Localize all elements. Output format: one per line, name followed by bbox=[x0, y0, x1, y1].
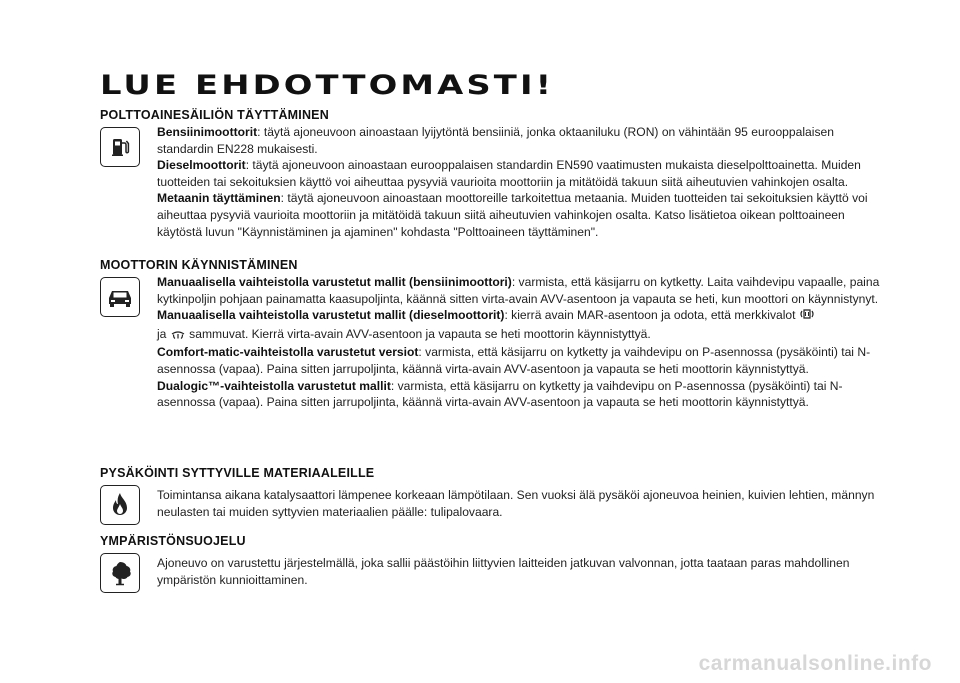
paragraph-manual-diesel bbox=[157, 307, 887, 344]
text-comfort-matic: : varmista, että käsijarru on kytketty ja vaihdevipu on P-asennossa (pysäköinti) tai N-asennossa (vapaa). Paina sitten jarrupoljinta, käännä virta-avain AVV-asentoon ja vapauta se heti moottorin käynnistyttyä. bbox=[157, 345, 871, 376]
section-heading-fuel: POLTTOAINESÄILIÖN TÄYTTÄMINEN bbox=[100, 108, 329, 122]
paragraph-diesel bbox=[157, 157, 887, 190]
text-diesel: : täytä ajoneuvoon ainoastaan eurooppalaisen standardin EN590 vaatimusten mukaista dieselpolttoainetta. Muiden tuotteiden tai sekoituksien käyttö voi aiheuttaa pysyviä vaurioita moottoriin ja mitätöidä takuun siitä aiheutuvien vahinkojen osalta. bbox=[157, 158, 861, 189]
text-environment: Ajoneuvo on varustettu järjestelmällä, joka sallii päästöihin liittyvien laitteiden jatkuvan valvonnan, jotta taataan paras mahdollinen ympäristön kunnioittaminen. bbox=[157, 556, 850, 587]
text-dualogic: : varmista, että käsijarru on kytketty ja vaihdevipu on P-asennossa (pysäköinti) tai N-asennossa (vapaa). Paina sitten jarrupoljinta, käännä virta-avain AVV-asentoon ja vapauta se heti moottorin käynnistyttyä. bbox=[157, 378, 843, 410]
paragraph-petrol bbox=[157, 124, 887, 157]
section-heading-environment: YMPÄRISTÖNSUOJELU bbox=[100, 534, 246, 548]
section-heading-parking: PYSÄKÖINTI SYTTYVILLE MATERIAALEILLE bbox=[100, 466, 375, 480]
section-environment-body bbox=[157, 555, 887, 588]
text-petrol: : täytä ajoneuvoon ainoastaan lyijytöntä bensiiniä, jonka oktaaniluku (RON) on vähintään 95 eurooppalaisen standardin EN228 mukaisesti. bbox=[157, 125, 834, 156]
page-title: LUE EHDOTTOMASTI! bbox=[100, 70, 555, 101]
text-methane: : täytä ajoneuvoon ainoastaan moottoreille tarkoitettua metaania. Muiden tuotteiden tai sekoituksien käyttö voi aiheuttaa pysyviä vaurioita moottoriin ja mitätöidä takuun siitä aiheutuvien vahinkojen osalta. Katso lisätietoa oikean polttoaineen käytöstä luvun "Käynnistäminen ja ajaminen" kohdasta "Polttoaineen täyttäminen". bbox=[157, 191, 868, 239]
term-comfort-matic: Comfort-matic-vaihteistolla varustetut versiot bbox=[157, 345, 419, 360]
section-heading-engine-start: MOOTTORIN KÄYNNISTÄMINEN bbox=[100, 258, 298, 272]
watermark-text: carmanualsonline.info bbox=[698, 652, 932, 675]
term-methane: Metaanin täyttäminen bbox=[157, 191, 281, 206]
term-manual-petrol: Manuaalisella vaihteistolla varustetut mallit (bensiinimoottori) bbox=[157, 275, 512, 289]
paragraph-parking bbox=[157, 487, 887, 520]
text-manual-diesel: : kierrä avain MAR-asentoon ja odota, että merkkivalot bbox=[504, 308, 796, 323]
paragraph-manual-petrol bbox=[157, 274, 887, 307]
tree-icon bbox=[100, 553, 140, 593]
fire-icon bbox=[100, 485, 140, 525]
paragraph-methane bbox=[157, 190, 887, 240]
text-parking: Toimintansa aikana katalysaattori lämpenee korkeaan lämpötilaan. Sen vuoksi älä pysäköi ajoneuvoa heinien, kuivien lehtien, männyn neulasten tai muiden syttyvien materiaalien päälle: tulipalovaara. bbox=[157, 488, 875, 519]
paragraph-comfort-matic bbox=[157, 344, 887, 377]
section-engine-start-body bbox=[157, 274, 887, 411]
term-diesel: Dieselmoottorit bbox=[157, 158, 246, 173]
text-manual-diesel-end: sammuvat. Kierrä virta-avain AVV-asentoon ja vapauta se heti moottorin käynnistyttyä. bbox=[189, 326, 651, 341]
glow-plug-indicator-icon bbox=[170, 328, 186, 345]
term-petrol: Bensiinimoottorit bbox=[157, 125, 258, 139]
text-manual-petrol: : varmista, että käsijarru on kytketty. Laita vaihdevipu vapaalle, paina kytkinpoljin pohjaan painamatta kaasupoljinta, käännä sitten virta-avain AVV-asentoon ja vapauta se heti, kun moottori on käynnistynyt. bbox=[157, 275, 880, 306]
section-parking-body bbox=[157, 487, 887, 520]
term-dualogic: Dualogic™-vaihteistolla varustetut mallit bbox=[157, 378, 391, 393]
section-fuel-body bbox=[157, 124, 887, 240]
paragraph-dualogic bbox=[157, 378, 887, 411]
car-icon bbox=[100, 277, 140, 317]
paragraph-environment bbox=[157, 555, 887, 588]
term-manual-diesel: Manuaalisella vaihteistolla varustetut mallit (dieselmoottorit) bbox=[157, 308, 505, 323]
text-manual-diesel-join: ja bbox=[157, 326, 167, 341]
fuel-pump-icon bbox=[100, 127, 140, 167]
glow-plug-warning-icon bbox=[799, 308, 815, 326]
